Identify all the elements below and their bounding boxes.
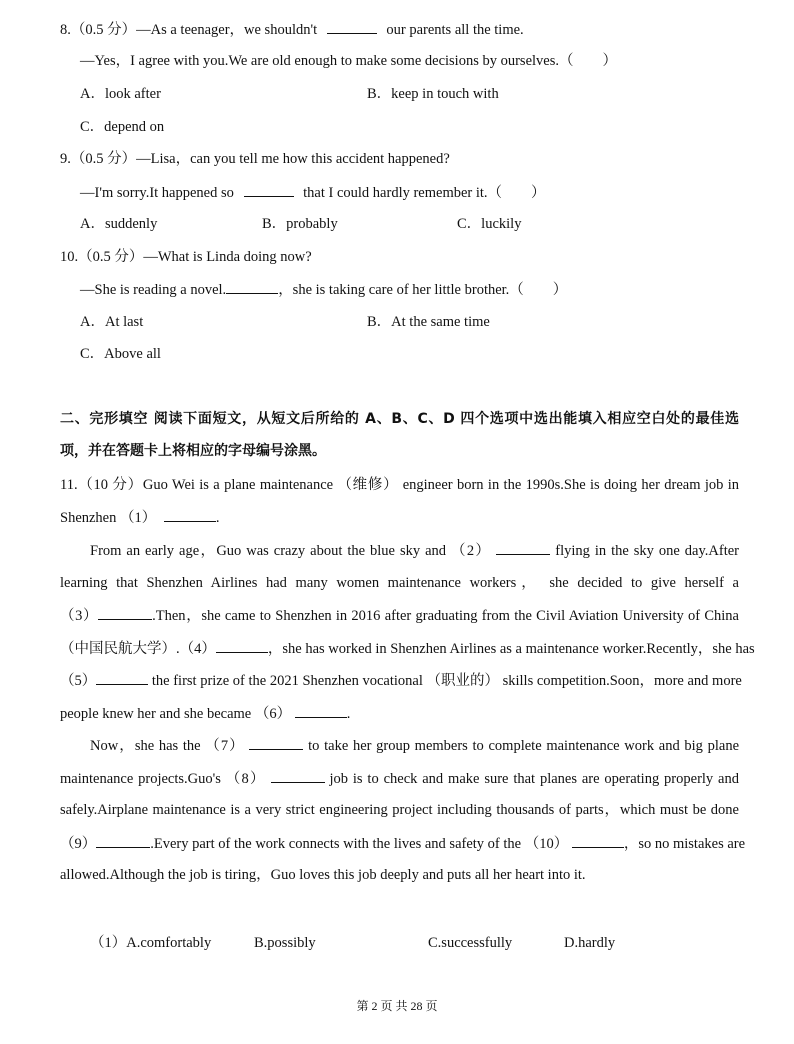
q11-p1-line3: （3） .Then，she came to Shenzhen in 2016 after graduating from the Civil Aviation University of China [60, 608, 739, 624]
section-heading-line1: 二、完形填空 阅读下面短文，从短文后所给的 A、B、C、D 四个选项中选出能填入相应空白处的最佳选 [60, 411, 739, 427]
q11-p2-line5: allowed.Although the job is tiring，Guo loves this job deeply and puts all her heart into it. [60, 867, 586, 883]
q11-p2-line1: Now，she has the （7） to take her group members to complete maintenance work and big plane [90, 738, 740, 754]
answer-blank[interactable] [226, 280, 278, 294]
q10-stem: 10.（0.5 分）—What is Linda doing now? [60, 249, 312, 265]
answer-blank-2[interactable] [496, 541, 550, 555]
q8-stem: 8.（0.5 分）—As a teenager，we shouldn't our parents all the time. [60, 22, 524, 38]
page-footer: 第 2 页 共 28 页 [356, 999, 438, 1013]
answer-blank-1[interactable] [164, 508, 216, 522]
q11-line2: Shenzhen （1） . [60, 510, 220, 526]
answer-blank-3[interactable] [98, 606, 152, 620]
q9-option-a[interactable]: A．suddenly [80, 216, 158, 232]
answer-blank-9[interactable] [96, 834, 150, 848]
q11-p2-line3: safely.Airplane maintenance is a very strict engineering project including thousands of parts，which must be done [60, 802, 739, 818]
q11-p1-line2: learning that Shenzhen Airlines had many women maintenance workers， she decided to give herself a [60, 575, 739, 591]
blank1-option-a[interactable]: （1）A.comfortably [90, 935, 212, 951]
q10-option-c[interactable]: C．Above all [80, 346, 161, 362]
q10-option-b[interactable]: B．At the same time [367, 314, 490, 330]
blank1-option-d[interactable]: D.hardly [564, 935, 616, 951]
answer-blank-6[interactable] [295, 704, 347, 718]
q11-p1-line1: From an early age，Guo was crazy about the blue sky and （2） flying in the sky one day.After [90, 543, 740, 559]
answer-blank-5[interactable] [96, 671, 148, 685]
q8-option-b[interactable]: B．keep in touch with [367, 86, 499, 102]
q8-option-c[interactable]: C．depend on [80, 119, 165, 135]
q11-p1-line6: people knew her and she became （6） . [60, 706, 351, 722]
q8-option-a[interactable]: A．look after [80, 86, 161, 102]
answer-blank-4[interactable] [216, 639, 268, 653]
blank1-option-b[interactable]: B.possibly [254, 935, 316, 951]
q11-line1: 11.（10 分）Guo Wei is a plane maintenance （维修） engineer born in the 1990s.She is doing her dream job in [60, 477, 739, 493]
q10-option-a[interactable]: A．At last [80, 314, 144, 330]
q9-reply: —I'm sorry.It happened so that I could hardly remember it.（ ） [80, 185, 546, 201]
section-heading-line2: 项，并在答题卡上将相应的字母编号涂黑。 [60, 443, 326, 459]
q11-p2-line2: maintenance projects.Guo's （8） job is to check and make sure that planes are operating properly and [60, 771, 739, 787]
answer-blank[interactable] [327, 20, 377, 34]
answer-blank-7[interactable] [249, 736, 303, 750]
q10-reply: —She is reading a novel. ，she is taking care of her little brother.（ ） [80, 282, 568, 298]
blank1-option-c[interactable]: C.successfully [428, 935, 513, 951]
q11-p1-line5: （5） the first prize of the 2021 Shenzhen vocational （职业的） skills competition.Soon，more and more [60, 673, 742, 689]
q8-reply: —Yes，I agree with you.We are old enough to make some decisions by ourselves.（ ） [80, 53, 617, 69]
answer-blank-10[interactable] [572, 834, 624, 848]
q9-option-b[interactable]: B．probably [262, 216, 338, 232]
q11-p2-line4: （9） .Every part of the work connects with the lives and safety of the （10） ，so no mistakes are [60, 836, 746, 852]
q11-p1-line4: （中国民航大学）.（4） ，she has worked in Shenzhen Airlines as a maintenance worker.Recently，she has [60, 641, 755, 657]
answer-blank-8[interactable] [271, 769, 325, 783]
q9-option-c[interactable]: C．luckily [457, 216, 522, 232]
q9-stem: 9.（0.5 分）—Lisa，can you tell me how this accident happened? [60, 151, 450, 167]
answer-blank[interactable] [244, 183, 294, 197]
